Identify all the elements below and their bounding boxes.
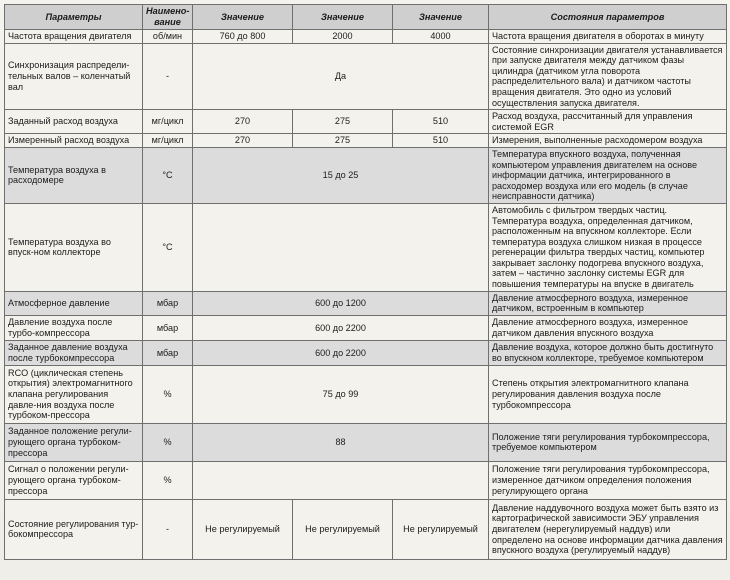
unit-cell: °C [143, 147, 193, 203]
unit-cell: - [143, 43, 193, 110]
value-cell: Не регулируемый [393, 499, 489, 559]
unit-cell: % [143, 461, 193, 499]
desc-cell: Степень открытия электромагнитного клапана регулирования давления воздуха после турбокомпрессора [489, 365, 727, 423]
unit-cell: мг/цикл [143, 134, 193, 148]
value-cell: 510 [393, 110, 489, 134]
desc-cell: Давление наддувочного воздуха может быть взято из картографической зависимости ЭБУ управления двигателем (нерегулируемый наддув) или определено на основе информации датчика давления впускного воздуха (регулируемый наддув) [489, 499, 727, 559]
table-row [5, 315, 727, 340]
param-cell: RCO (циклическая степень открытия) электромагнитного клапана регулирования давле-ния воздуха после турбоком-прессора [5, 365, 143, 423]
unit-cell: % [143, 423, 193, 461]
unit-cell: % [143, 365, 193, 423]
unit-cell: мбар [143, 340, 193, 365]
table-row [5, 291, 727, 315]
unit-cell: °C [143, 203, 193, 291]
param-cell: Измеренный расход воздуха [5, 134, 143, 148]
table-row [5, 43, 727, 110]
value-cell: Да [193, 43, 489, 110]
table-row [5, 147, 727, 203]
param-cell: Атмосферное давление [5, 291, 143, 315]
unit-cell: об/мин [143, 30, 193, 44]
table-row [5, 30, 727, 44]
value-cell: 75 до 99 [193, 365, 489, 423]
desc-cell: Состояние синхронизации двигателя устанавливается при запуске двигателя между датчиком фазы цилиндра (датчиком угла поворота распределительного вала) и датчиком частоты вращения двигателя. Это одно из условий осуществления запуска двигателя. [489, 43, 727, 110]
value-cell: 2000 [293, 30, 393, 44]
unit-cell: - [143, 499, 193, 559]
header-value-2: Значение [293, 5, 393, 30]
header-params: Параметры [5, 5, 143, 30]
desc-cell: Автомобиль с фильтром твердых частиц. Температура воздуха, определенная датчиком, расположенным на впускном коллекторе. Если температура воздуха слишком низкая в процессе регенерации фильтра твердых частиц, компьютер закрывает заслонку подогрева впускного воздуха, затем – частично заслонку системы EGR для повышения температуры на впуске в двигатель [489, 203, 727, 291]
param-cell: Заданное давление воздуха после турбокомпрессора [5, 340, 143, 365]
param-cell: Температура воздуха во впуск-ном коллекторе [5, 203, 143, 291]
desc-cell: Температура впускного воздуха, полученная компьютером управления двигателем на основе информации датчика, интегрированного в расходомер воздуха или его модель (в случае неисправности датчика) [489, 147, 727, 203]
param-cell: Состояние регулирования тур-бокомпрессора [5, 499, 143, 559]
param-cell: Сигнал о положении регули-рующего органа турбоком-прессора [5, 461, 143, 499]
desc-cell: Частота вращения двигателя в оборотах в минуту [489, 30, 727, 44]
param-cell: Частота вращения двигателя [5, 30, 143, 44]
value-cell: 88 [193, 423, 489, 461]
table-row [5, 134, 727, 148]
value-cell: 510 [393, 134, 489, 148]
value-cell: Не регулируемый [293, 499, 393, 559]
table-row [5, 365, 727, 423]
value-cell [193, 203, 489, 291]
header-states: Состояния параметров [489, 5, 727, 30]
value-cell: Не регулируемый [193, 499, 293, 559]
header-value-1: Значение [193, 5, 293, 30]
param-cell: Заданный расход воздуха [5, 110, 143, 134]
table-row [5, 203, 727, 291]
desc-cell: Давление воздуха, которое должно быть достигнуто во впускном коллекторе, требуемое компьютером [489, 340, 727, 365]
value-cell: 600 до 2200 [193, 315, 489, 340]
desc-cell: Давление атмосферного воздуха, измеренное датчиком, встроенным в компьютер [489, 291, 727, 315]
value-cell: 600 до 1200 [193, 291, 489, 315]
table-row [5, 499, 727, 559]
value-cell: 270 [193, 134, 293, 148]
param-cell: Заданное положение регули-рующего органа турбоком-прессора [5, 423, 143, 461]
value-cell: 275 [293, 110, 393, 134]
value-cell: 4000 [393, 30, 489, 44]
desc-cell: Положение тяги регулирования турбокомпрессора, измеренное датчиком определения положения регулирующего органа [489, 461, 727, 499]
unit-cell: мбар [143, 291, 193, 315]
parameters-table [4, 4, 727, 560]
value-cell: 760 до 800 [193, 30, 293, 44]
value-cell: 270 [193, 110, 293, 134]
param-cell: Давление воздуха после турбо-компрессора [5, 315, 143, 340]
unit-cell: мг/цикл [143, 110, 193, 134]
header-value-3: Значение [393, 5, 489, 30]
value-cell: 275 [293, 134, 393, 148]
desc-cell: Давление атмосферного воздуха, измеренное датчиком давления впускного воздуха [489, 315, 727, 340]
unit-cell: мбар [143, 315, 193, 340]
table-row [5, 461, 727, 499]
desc-cell: Положение тяги регулирования турбокомпрессора, требуемое компьютером [489, 423, 727, 461]
value-cell: 15 до 25 [193, 147, 489, 203]
param-cell: Температура воздуха в расходомере [5, 147, 143, 203]
value-cell [193, 461, 489, 499]
desc-cell: Измерения, выполненные расходомером воздуха [489, 134, 727, 148]
value-cell: 600 до 2200 [193, 340, 489, 365]
table-row [5, 110, 727, 134]
table-row [5, 340, 727, 365]
header-unit: Наимено-вание [143, 5, 193, 30]
param-cell: Синхронизация распредели-тельных валов – коленчатый вал [5, 43, 143, 110]
desc-cell: Расход воздуха, рассчитанный для управления системой EGR [489, 110, 727, 134]
table-header-row [5, 5, 727, 30]
table-row [5, 423, 727, 461]
